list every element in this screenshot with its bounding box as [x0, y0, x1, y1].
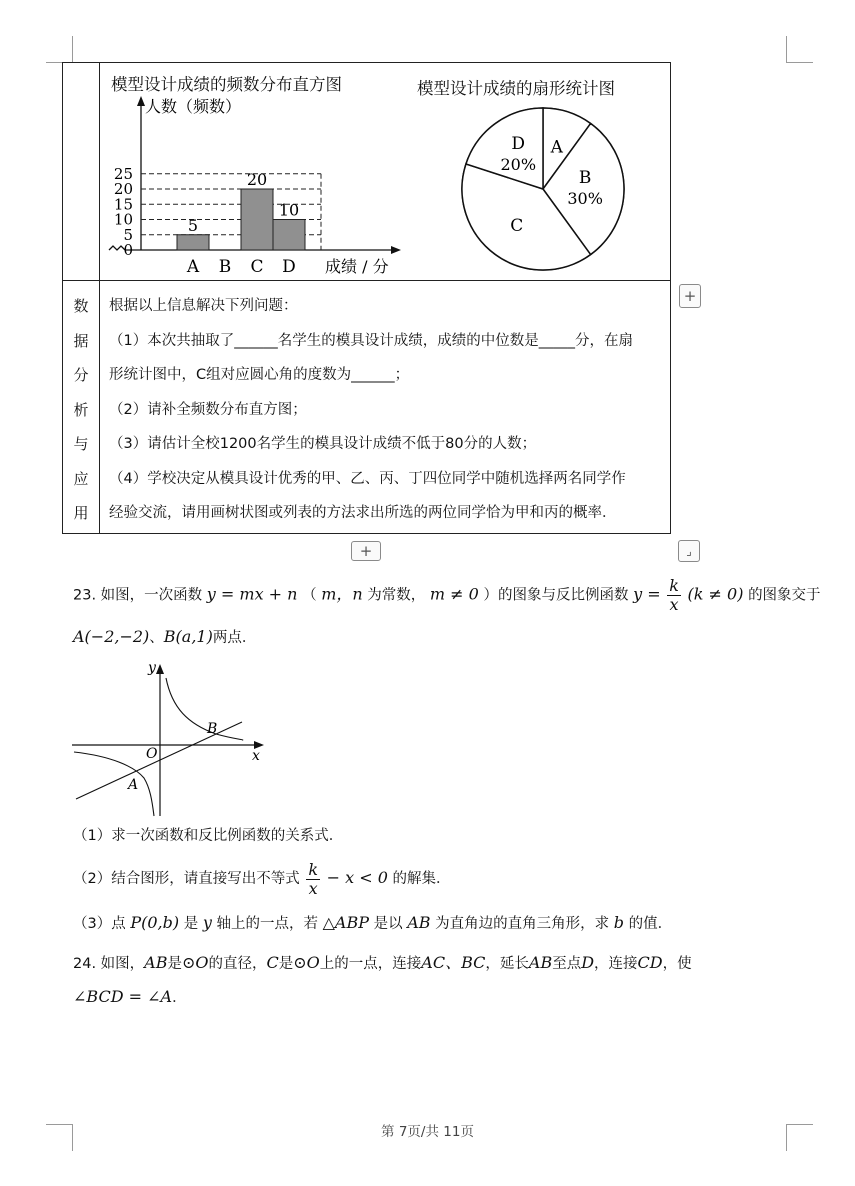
q23-sub3-text: 的值． [628, 916, 673, 932]
q23-paren: （ [302, 587, 317, 604]
q24-line-1 [73, 948, 692, 978]
hist-x-tick-label: A [186, 257, 200, 277]
hist-x-tick-label: D [282, 257, 296, 277]
q23-sub-2 [73, 858, 451, 898]
problem-22-text [109, 289, 665, 531]
q23-sub3-text: 是 [183, 916, 199, 932]
q23-linear-formula: y = mx + n [206, 584, 298, 604]
point-b-coords: B(a,1) [163, 627, 213, 646]
y-variable: y [202, 913, 212, 932]
hist-x-arrow [391, 246, 401, 254]
segment-ab: AB [407, 913, 431, 932]
hist-bar-value-label: 20 [246, 170, 268, 189]
q23-function-graph [66, 660, 266, 820]
q24-text: 的直径， [208, 956, 267, 972]
side-label-char: 应 [73, 469, 89, 488]
hist-y-tick-label: 5 [123, 225, 133, 244]
histogram-chart [103, 93, 403, 279]
q24-text: 是 [167, 956, 182, 972]
q23-fraction [667, 578, 681, 613]
q24-text: 至点 [552, 956, 582, 972]
hist-y-tick-label: 10 [113, 210, 133, 229]
hist-y-axis-label: 人数（频数） [145, 97, 242, 116]
circle-o: ⊙O [181, 953, 209, 972]
q23-inverse-lhs: y = [633, 584, 661, 604]
q24-text: ，连接 [594, 956, 638, 972]
hist-bar-value-label: 5 [187, 215, 199, 235]
pie-slice-label: C [510, 216, 524, 237]
segment-ab: AB [528, 953, 553, 972]
q23-sub2-fraction [306, 859, 320, 898]
pie-slice-label: A [550, 137, 563, 158]
q23-text: 的图象交于 [748, 587, 821, 604]
side-label-char: 据 [73, 331, 89, 350]
pie-percent-label: 20% [500, 154, 537, 174]
table-resize-handle[interactable]: ⌟ [678, 540, 700, 562]
q24-text: 是 [278, 956, 294, 972]
hist-x-axis-label: 成绩 / 分 [325, 257, 389, 276]
add-row-button[interactable]: + [351, 541, 381, 561]
fraction-denominator: x [308, 878, 318, 898]
q23-k-condition: (k ≠ 0) [687, 584, 744, 604]
circle-o: ⊙O [293, 953, 320, 972]
point-a-label: A [128, 777, 139, 793]
q23-condition: m ≠ 0 [429, 584, 479, 604]
side-label-char: 析 [73, 400, 89, 419]
hist-bar [241, 189, 273, 250]
q23-text: ）的图象与反比例函数 [483, 587, 629, 604]
angle-equation: ∠BCD = ∠A [73, 987, 173, 1006]
y-axis-label: y [148, 660, 156, 676]
point-a-coords: A(−2,−2) [73, 627, 150, 646]
crop-mark-top-left [46, 36, 73, 63]
q23-sub3-text: 为直角边的直角三角形，求 [435, 916, 610, 932]
pie-slice-label: B [578, 168, 592, 188]
problem-table [62, 62, 671, 534]
text-line: 经验交流，请用画树状图或列表的方法求出所选的两位同学恰为甲和丙的概率． [109, 505, 617, 521]
fraction-numerator: k [669, 576, 679, 595]
hist-bar [177, 235, 209, 250]
histogram-title: 模型设计成绩的频数分布直方图 [111, 75, 342, 94]
fraction-numerator: k [308, 859, 319, 879]
q23-sub-3 [73, 908, 672, 938]
q23-sub2-inequality: − x < 0 [326, 868, 388, 887]
side-label-column [63, 289, 99, 531]
variable-b: b [613, 913, 624, 932]
point-d: D [581, 953, 595, 972]
q24-text: ，使 [662, 956, 692, 972]
q23-line-2 [73, 622, 256, 652]
page-footer: 第 7页/共 11页 [381, 1124, 474, 1140]
hyperbola-branch-1 [166, 678, 243, 740]
pie-title: 模型设计成绩的扇形统计图 [417, 79, 615, 98]
x-axis-label: x [252, 748, 260, 764]
triangle-abp: △ABP [322, 913, 369, 932]
hist-y-tick-label: 20 [113, 180, 133, 198]
point-c: C [266, 953, 279, 972]
fraction-denominator: x [669, 595, 679, 614]
text-line: （3）请估计全校1200名学生的模具设计成绩不低于80分的人数； [109, 436, 537, 452]
q23-line-1 [73, 576, 821, 614]
side-label-char: 与 [73, 435, 89, 453]
q23-sub3-text: （3）点 [73, 916, 126, 932]
q23-intro-text: 23. 如图，一次函数 [73, 587, 203, 604]
q24-text: ． [172, 990, 187, 1006]
pie-slice-label: D [511, 133, 526, 154]
hist-y-tick-label: 15 [113, 195, 133, 214]
q24-text: 上的一点，连接 [319, 956, 422, 972]
add-column-button[interactable]: + [679, 284, 701, 308]
crop-mark-top-right [786, 36, 813, 63]
side-label-char: 分 [73, 366, 89, 384]
origin-label: O [146, 746, 158, 762]
y-axis-arrow [156, 664, 164, 674]
table-row-divider [63, 280, 670, 281]
segment-ab: AB [144, 953, 168, 972]
hist-bar [273, 220, 305, 251]
table-column-divider [99, 63, 100, 533]
hist-x-tick-label: C [250, 257, 264, 277]
q23-text: 为常数， [367, 587, 426, 604]
side-label-char: 用 [73, 504, 89, 522]
hist-y-tick-label: 25 [113, 164, 133, 183]
q23-sub2-text: （2）结合图形，请直接写出不等式 [73, 871, 300, 887]
hist-x-tick-label: B [218, 257, 232, 277]
text-line: （2）请补全频数分布直方图； [109, 401, 307, 418]
q23-sub2-text: 的解集． [392, 871, 451, 887]
text-line: 根据以上信息解决下列问题： [109, 298, 298, 314]
q23-sub-1: （1）求一次函数和反比例函数的关系式． [73, 828, 344, 844]
q23-sub3-text: 是以 [373, 916, 403, 932]
hist-bar-value-label: 10 [278, 200, 300, 220]
pie-chart [453, 91, 633, 277]
side-label-char: 数 [73, 297, 89, 315]
text-line: （1）本次共抽取了______名学生的模具设计成绩，成绩的中位数是_____分，在扇 [109, 332, 633, 349]
q23-params: m，n [321, 584, 363, 604]
segments-ac-bc: AC、BC [421, 953, 486, 972]
segment-cd: CD [637, 953, 663, 972]
q24-text: ，延长 [485, 956, 529, 972]
pie-percent-label: 30% [567, 189, 603, 208]
hyperbola-branch-2 [74, 752, 154, 816]
text-line: 形统计图中，C组对应圆心角的度数为______； [109, 367, 410, 383]
q23-text: 两点． [212, 630, 257, 646]
hist-y-arrow [137, 96, 145, 106]
q23-text: 、 [149, 630, 164, 646]
text-line: （4）学校决定从模具设计优秀的甲、乙、丙、丁四位同学中随机选择两名同学作 [109, 470, 626, 487]
q24-line-2 [73, 982, 187, 1012]
point-p-coords: P(0,b) [130, 913, 180, 932]
hist-y-tick-label: 0 [123, 241, 133, 259]
q24-text: 24. 如图， [73, 956, 145, 972]
q23-sub3-text: 轴上的一点，若 [216, 916, 318, 932]
point-b-label: B [207, 721, 218, 737]
